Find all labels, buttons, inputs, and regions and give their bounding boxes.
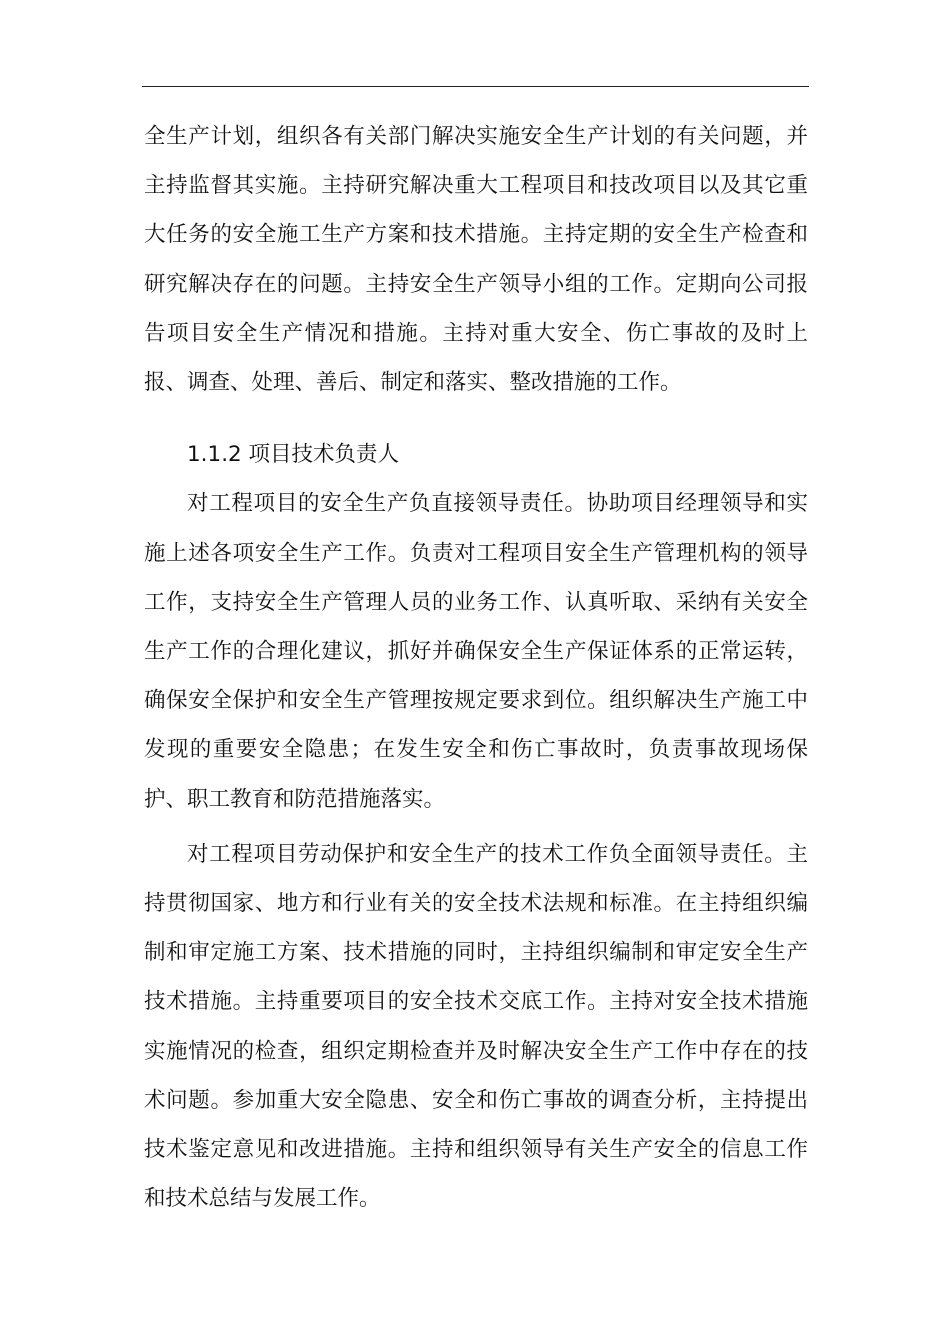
document-body [144, 112, 808, 1223]
section-paragraph-1: 对工程项目的安全生产负直接领导责任。协助项目经理领导和实施上述各项安全生产工作。负责对工程项目安全生产管理机构的领导工作，支持安全生产管理人员的业务工作、认真听取、采纳有关安全生产工作的合理化建议，抓好并确保安全生产保证体系的正常运转，确保安全保护和安全生产管理按规定要求到位。组织解决生产施工中发现的重要安全隐患；在发生安全和伤亡事故时，负责事故现场保护、职工教育和防范措施落实。 [144, 491, 808, 812]
paragraph-continued: 全生产计划，组织各有关部门解决实施安全生产计划的有关问题，并主持监督其实施。主持研究解决重大工程项目和技改项目以及其它重大任务的安全施工生产方案和技术措施。主持定期的安全生产检查和研究解决存在的问题。主持安全生产领导小组的工作。定期向公司报告项目安全生产情况和措施。主持对重大安全、伤亡事故的及时上报、调查、处理、善后、制定和落实、整改措施的工作。 [144, 124, 808, 396]
section-paragraph-2: 对工程项目劳动保护和安全生产的技术工作负全面领导责任。主持贯彻国家、地方和行业有关的安全技术法规和标准。在主持组织编制和审定施工方案、技术措施的同时，主持组织编制和审定安全生产技术措施。主持重要项目的安全技术交底工作。主持对安全技术措施实施情况的检查，组织定期检查并及时解决安全生产工作中存在的技术问题。参加重大安全隐患、安全和伤亡事故的调查分析，主持提出技术鉴定意见和改进措施。主持和组织领导有关生产安全的信息工作和技术总结与发展工作。 [144, 841, 808, 1212]
section-heading: 1.1.2 项目技术负责人 [187, 442, 400, 468]
header-rule [142, 86, 809, 87]
